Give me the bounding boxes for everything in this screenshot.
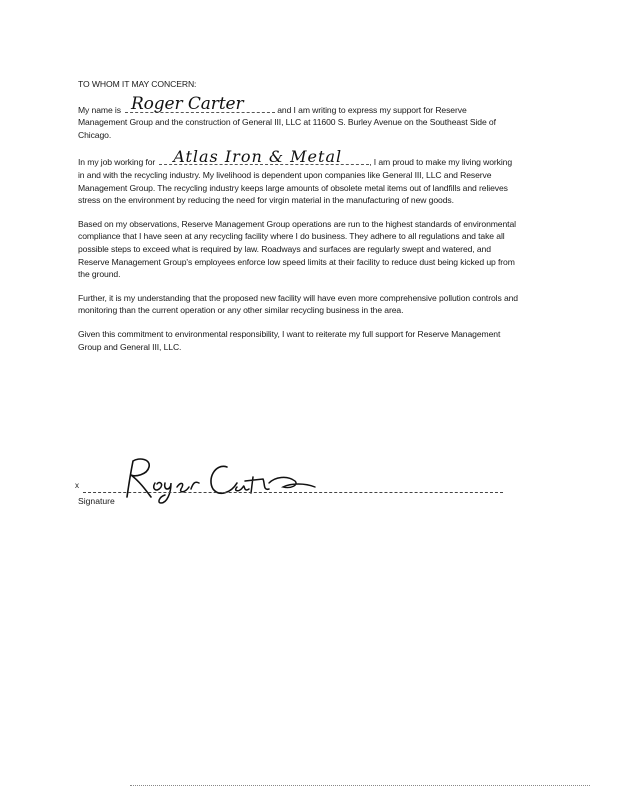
letter-body bbox=[78, 78, 518, 364]
handwritten-company: Atlas Iron & Metal bbox=[173, 147, 343, 167]
name-fill-line[interactable] bbox=[125, 93, 275, 114]
paragraph-closing: Given this commitment to environmental responsibility, I want to reiterate my full support for Reserve Management Group and General III, LLC. bbox=[78, 328, 501, 352]
signature-scribble bbox=[119, 453, 319, 505]
signature-x-mark: x bbox=[75, 481, 79, 490]
company-fill-line[interactable] bbox=[159, 147, 369, 167]
paragraph-observations: Based on my observations, Reserve Management Group operations are run to the highest standards of environmental compliance that I have seen at any recycling facility where I do business. They adhere to all regulations and take all possible steps to exceed what is required by law. Roadways and surfaces are regularly swept and watered, and Reserve Management Group's employees enforce low speed limits at their facility to reduce dust being kicked up from the ground. bbox=[78, 218, 516, 280]
paragraph-intro bbox=[78, 93, 518, 142]
signature-block bbox=[75, 455, 505, 515]
signature-label: Signature bbox=[78, 496, 115, 506]
scan-artifact-line bbox=[130, 784, 590, 786]
signature-line[interactable] bbox=[83, 492, 503, 493]
paragraph-employment bbox=[78, 147, 518, 206]
intro-lead: My name is bbox=[78, 104, 121, 115]
employment-lead: In my job working for bbox=[78, 157, 156, 168]
intro-text: and I am writing to express my support for Reserve Management Group and the construction of General III, LLC at 11600 S. Burley Avenue on the Southeast Side of Chicago. bbox=[78, 104, 496, 140]
employment-text: , I am proud to make my living working in and with the recycling industry. My livelihood is dependent upon companies like General III, LLC and Reserve Management Group. The recycling industry keeps large amounts of obsolete metal items out of landfills and relieves stress on the environment by reducing the need for virgin material in the manufacturing of new goods. bbox=[78, 157, 513, 206]
salutation: TO WHOM IT MAY CONCERN: bbox=[78, 79, 197, 89]
paragraph-new-facility: Further, it is my understanding that the proposed new facility will have even more comprehensive pollution controls and monitoring than the current operation or any other similar recycling business in the area. bbox=[78, 292, 518, 316]
handwritten-name: Roger Carter bbox=[130, 93, 244, 114]
